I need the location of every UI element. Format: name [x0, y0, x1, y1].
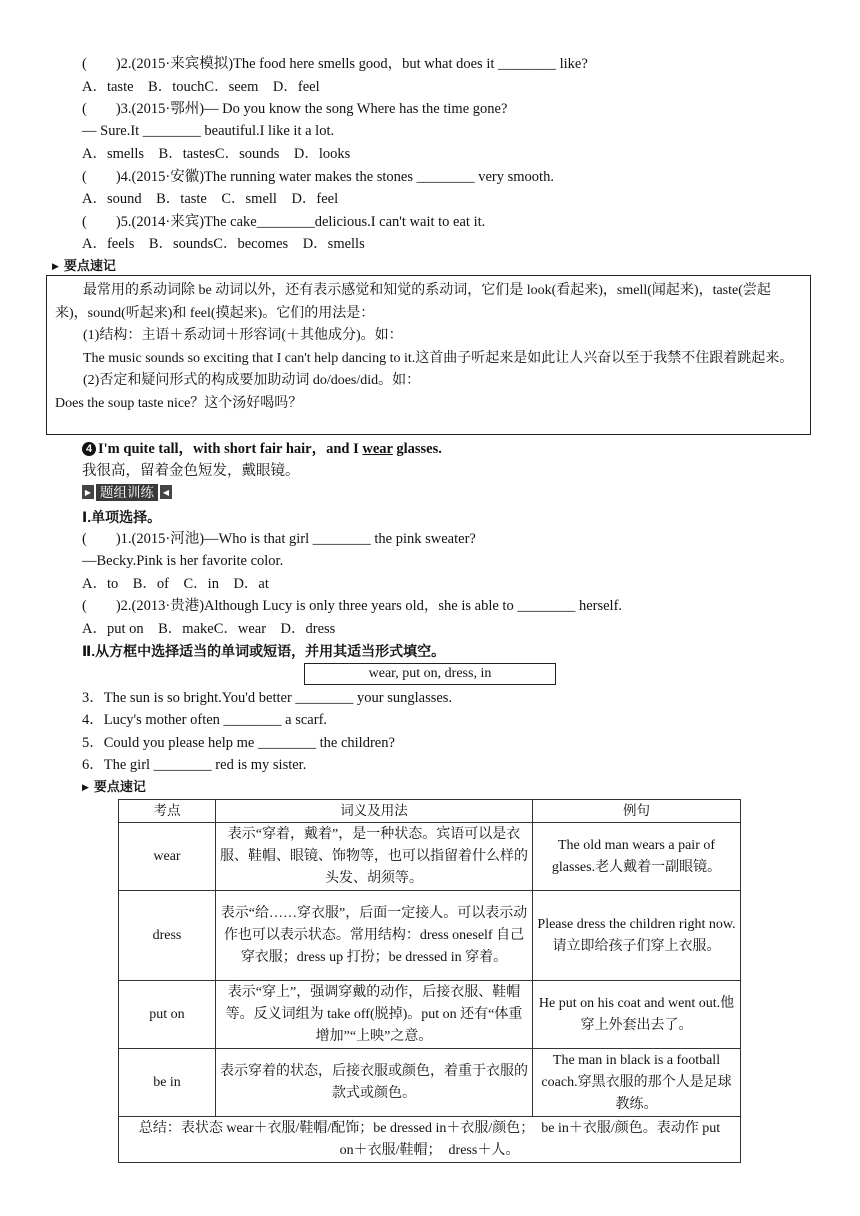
question-4: 4．Lucy's mother often ________ a scarf.: [82, 712, 328, 728]
note-paragraph-3: The music sounds so exciting that I can't help dancing to it.这首曲子听起来是如此让人兴奋以至于我禁不住跟着跳起来。: [83, 350, 794, 366]
question-a5-options: A．feels B．soundsC．becomes D．smells: [82, 236, 365, 252]
section-2-title: Ⅱ.从方框中选择适当的单词或短语，并用其适当形式填空。: [82, 643, 446, 659]
header-point: 考点: [119, 800, 216, 823]
question-a3-options: A．smells B．tastesC．sounds D．looks: [82, 146, 351, 162]
section-1-title: Ⅰ.单项选择。: [82, 509, 162, 525]
summary-row: [119, 1117, 741, 1163]
usage-table: [118, 799, 741, 1163]
question-2: ( )2.(2013·贵港)Although Lucy is only three years old，she is able to ________ herself.: [82, 598, 623, 614]
key-points-box: [46, 275, 811, 435]
right-arrow-icon: ▶: [82, 485, 94, 499]
table-row: [119, 981, 741, 1049]
example-cell: The man in black is a football coach.穿黑衣服的那个人是足球教练。: [533, 1049, 741, 1117]
note-paragraph-4: (2)否定和疑问形式的构成要加助动词 do/does/did。如：: [83, 373, 421, 388]
key-points-label: 要点速记: [93, 779, 146, 794]
word-bank-box: wear, put on, dress, in: [304, 663, 556, 685]
example-cell: Please dress the children right now.请立即给孩子们穿上衣服。: [533, 891, 741, 981]
question-a2: ( )2.(2015·来宾模拟)The food here smells good，but what does it ________ like?: [82, 56, 588, 72]
header-usage: 词义及用法: [216, 800, 533, 823]
term-cell: wear: [119, 823, 216, 891]
table-header-row: [119, 800, 741, 823]
triangle-icon: ▶: [52, 261, 59, 271]
question-a3: ( )3.(2015·鄂州)— Do you know the song Where has the time gone?: [82, 101, 508, 117]
triangle-icon: ▶: [82, 782, 89, 792]
table-row: [119, 823, 741, 891]
table-row: [119, 891, 741, 981]
group-training-title: ▶ 题组训练 ◀: [82, 483, 172, 501]
question-1: ( )1.(2015·河池)—Who is that girl ________ the pink sweater?: [82, 531, 476, 547]
table-row: [119, 1049, 741, 1117]
usage-cell: 表示“穿上”，强调穿戴的动作，后接衣服、鞋帽等。反义词组为 take off(脱掉)。put on 还有“体重增加”“上映”之意。: [216, 981, 533, 1049]
question-2-options: A．put on B．makeC．wear D．dress: [82, 621, 336, 637]
example-cell: He put on his coat and went out.他穿上外套出去了。: [533, 981, 741, 1049]
question-6: 6．The girl ________ red is my sister.: [82, 757, 307, 773]
left-arrow-icon: ◀: [160, 485, 172, 499]
usage-cell: 表示“给……穿衣服”，后面一定接人。可以表示动作也可以表示状态。常用结构：dress oneself 自己穿衣服；dress up 打扮；be dressed in 穿着。: [216, 891, 533, 981]
usage-cell: 表示穿着的状态，后接衣服或颜色，着重于衣服的款式或颜色。: [216, 1049, 533, 1117]
usage-cell: 表示“穿着，戴着”，是一种状态。宾语可以是衣服、鞋帽、眼镜、饰物等，也可以指留着什么样的头发、胡须等。: [216, 823, 533, 891]
question-a4: ( )4.(2015·安徽)The running water makes the stones ________ very smooth.: [82, 169, 554, 185]
key-points-header-2: [82, 777, 146, 797]
example-cell: The old man wears a pair of glasses.老人戴着一副眼镜。: [533, 823, 741, 891]
question-a5: ( )5.(2014·来宾)The cake________delicious.I can't wait to eat it.: [82, 214, 486, 230]
note-paragraph-2: (1)结构：主语＋系动词＋形容词(＋其他成分)。如：: [83, 328, 403, 343]
highlight-word: wear: [362, 441, 393, 457]
question-1-options: A．to B．of C．in D．at: [82, 576, 269, 592]
question-1-reply: —Becky.Pink is her favorite color.: [82, 553, 284, 569]
key-points-label: 要点速记: [63, 258, 116, 273]
question-5: 5．Could you please help me ________ the children?: [82, 735, 395, 751]
question-a3-reply: — Sure.It ________ beautiful.I like it a lot.: [82, 123, 335, 139]
question-a2-options: A．taste B．touchC．seem D．feel: [82, 79, 320, 95]
term-cell: put on: [119, 981, 216, 1049]
question-3: 3．The sun is so bright.You'd better ________ your sunglasses.: [82, 690, 453, 706]
point-number-badge: 4: [82, 442, 96, 456]
term-cell: be in: [119, 1049, 216, 1117]
note-paragraph-5: Does the soup taste nice？这个汤好喝吗？: [55, 395, 303, 411]
point-4-sentence: 4 I'm quite tall，with short fair hair，and I wear glasses.: [82, 439, 442, 459]
header-example: 例句: [533, 800, 741, 823]
summary-cell: 总结：表状态 wear＋衣服/鞋帽/配饰；be dressed in＋衣服/颜色； be in＋衣服/颜色。表动作 put on＋衣服/鞋帽； dress＋人。: [119, 1117, 741, 1163]
point-4-translation: 我很高，留着金色短发，戴眼镜。: [82, 463, 300, 479]
key-points-header-1: [52, 256, 116, 276]
note-paragraph-1: 最常用的系动词除 be 动词以外，还有表示感觉和知觉的系动词，它们是 look(看起来)，smell(闻起来)，taste(尝起来)，sound(听起来)和 feel(摸起来)。它们的用法是：: [55, 283, 771, 321]
question-a4-options: A．sound B．taste C．smell D．feel: [82, 191, 339, 207]
term-cell: dress: [119, 891, 216, 981]
